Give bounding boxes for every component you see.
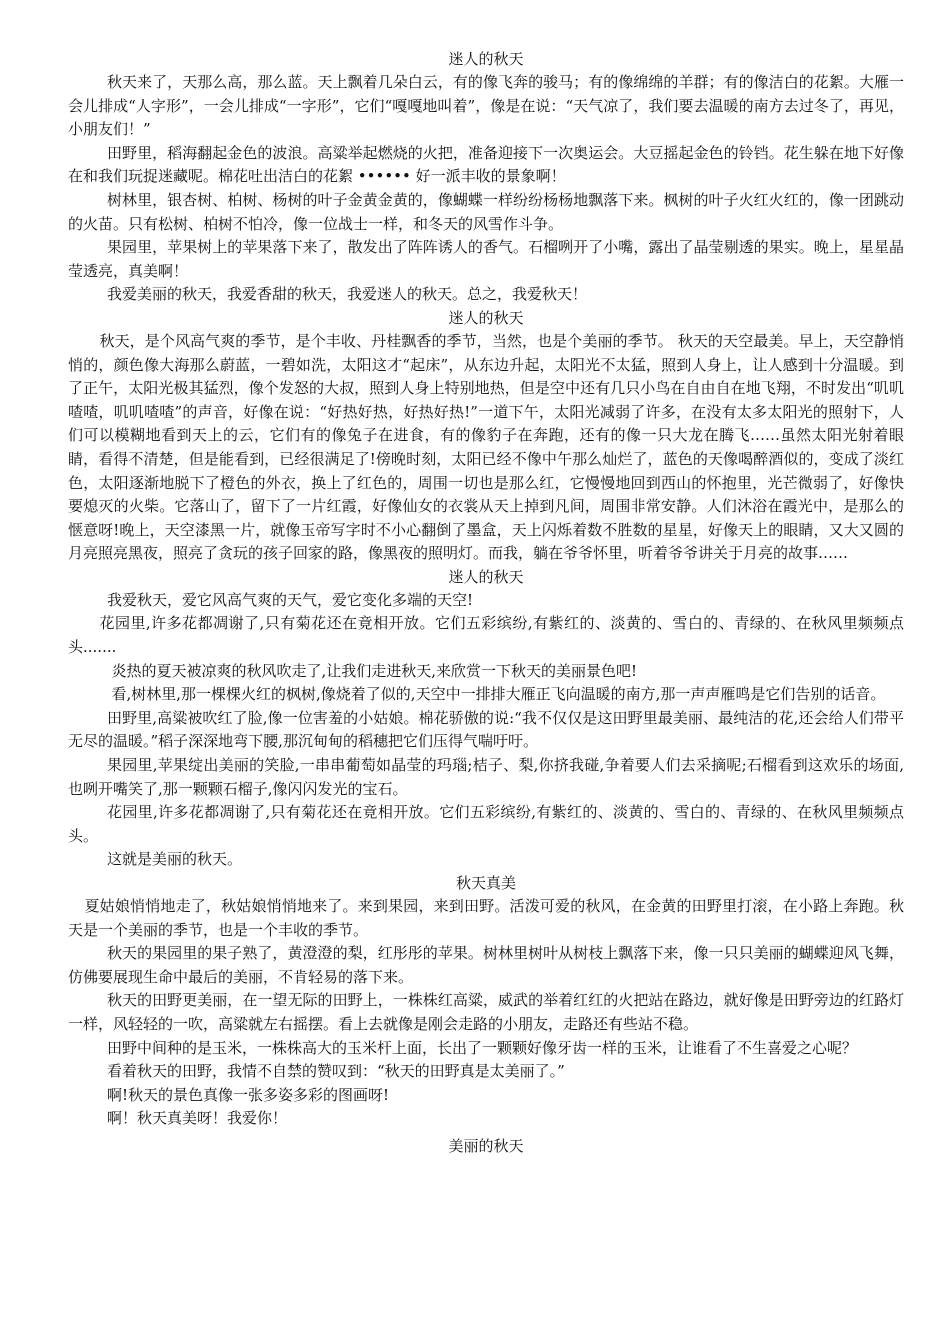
- essay-5: [68, 1135, 904, 1158]
- essay-1: [68, 48, 904, 307]
- essay-title: 迷人的秋天: [448, 567, 524, 586]
- essay-title: 美丽的秋天: [448, 1136, 524, 1155]
- essay-title: 秋天真美: [455, 874, 516, 892]
- paragraph: 果园里,苹果绽出美丽的笑脸,一串串葡萄如晶莹的玛瑙;桔子、梨,你挤我碰,争着要人们去采摘呢;石榴看到这欢乐的场面,也咧开嘴笑了,那一颗颗石榴子,像闪闪发光的宝石。: [68, 756, 904, 798]
- paragraph: 看,树林里,那一棵棵火红的枫树,像烧着了似的,天空中一排排大雁正飞向温暖的南方,那一声声雁鸣是它们告别的话音。: [111, 685, 886, 704]
- paragraph: 秋天来了，天那么高，那么蓝。天上飘着几朵白云，有的像飞奔的骏马；有的像绵绵的羊群；有的像洁白的花絮。大雁一会儿排成“人字形”，一会儿排成“一字形”，它们“嘎嘎地叫着”，像是在说：“天气凉了，我们要去温暖的南方去过冬了，再见，小朋友们！”: [68, 73, 904, 139]
- paragraph: 树林里，银杏树、柏树、杨树的叶子金黄金黄的，像蝴蝶一样纷纷杨杨地飘落下来。枫树的叶子火红火红的，像一团跳动的火苗。只有松树、柏树不怕冷，像一位战士一样，和冬天的风雪作斗争。: [68, 190, 904, 233]
- paragraph: 秋天的田野更美丽，在一望无际的田野上，一株株红高粱，威武的举着红红的火把站在路边，就好像是田野旁边的红路灯一样，风轻轻的一吹，高粱就左右摇摆。看上去就像是刚会走路的小朋友，走路还有些站不稳。: [68, 991, 904, 1033]
- essay-2: [68, 307, 904, 566]
- paragraph: 这就是美丽的秋天。: [107, 850, 243, 869]
- document-page: [68, 48, 904, 1158]
- essay-title: 迷人的秋天: [448, 50, 524, 68]
- paragraph: 看着秋天的田野，我情不自禁的赞叹到：“秋天的田野真是太美丽了。”: [107, 1062, 565, 1081]
- paragraph: 果园里，苹果树上的苹果落下来了，散发出了阵阵诱人的香气。石榴咧开了小嘴，露出了晶莹剔透的果实。晚上，星星晶莹透亮，真美啊！: [68, 238, 904, 280]
- paragraph: 啊！秋天真美呀！我爱你！: [107, 1109, 288, 1128]
- paragraph: 炎热的夏天被凉爽的秋风吹走了,让我们走进秋天,来欣赏一下秋天的美丽景色吧!: [111, 661, 638, 680]
- paragraph: 花园里,许多花都凋谢了,只有菊花还在竟相开放。它们五彩缤纷,有紫红的、淡黄的、雪白的、青绿的、在秋风里频频点头.......: [68, 614, 904, 657]
- paragraph: 田野里,高粱被吹红了脸,像一位害羞的小姑娘。棉花骄傲的说:“我不仅仅是这田野里最美丽、最纯洁的花,还会给人们带平无尽的温暖。”稻子深深地弯下腰,那沉甸甸的稻穗把它们压得气喘吁吁。: [68, 708, 904, 751]
- paragraph: 秋天的果园里的果子熟了，黄澄澄的梨，红彤彤的苹果。树林里树叶从树枝上飘落下来，像一只只美丽的蝴蝶迎风飞舞，仿佛要展现生命中最后的美丽，不肯轻易的落下来。: [68, 944, 904, 986]
- paragraph: 田野里，稻海翻起金色的波浪。高粱举起燃烧的火把，准备迎接下一次奥运会。大豆摇起金色的铃铛。花生躲在地下好像在和我们玩捉迷藏呢。棉花吐出洁白的花絮 •••••• 好一派丰收的景象啊！: [68, 143, 904, 186]
- paragraph: 秋天，是个风高气爽的季节，是个丰收、丹桂飘香的季节，当然，也是个美丽的季节。 秋天的天空最美。早上，天空静悄悄的，颜色像大海那么蔚蓝，一碧如洗，太阳这才“起床”，从东边升起，太阳光不太猛，照到人身上，让人感到十分温暖。到了正午，太阳光极其猛烈，像个发怒的大叔，照到人身上特别地热，但是空中还有几只小鸟在自由自在地飞翔，不时发出“叽叽喳喳，叽叽喳喳”的声音，好像在说：“好热好热，好热好热!”一道下午，太阳光减弱了许多，在没有太多太阳光的照射下，人们可以模糊地看到天上的云，它们有的像兔子在进食，有的像豹子在奔跑，还有的像一只大龙在腾飞……虽然太阳光射着眼睛，看得不清楚，但是能看到，已经很满足了!傍晚时刻，太阳已经不像中午那么灿烂了，蓝色的天像喝醉酒似的，变成了淡红色，太阳逐渐地脱下了橙色的外衣，换上了红色的，周围一切也是那么红，它慢慢地回到西山的怀抱里，光芒微弱了，好像快要熄灭的火柴。它落山了，留下了一片红霞，好像仙女的衣裳从天上掉到凡间，周围非常安静。人们沐浴在霞光中，是那么的惬意呀!晚上，天空漆黑一片，就像玉帝写字时不小心翻倒了墨盒，天上闪烁着数不胜数的星星，好像天上的眼睛，又大又圆的月亮照亮黑夜，照亮了贪玩的孩子回家的路，像黑夜的照明灯。而我，躺在爷爷怀里，听着爷爷讲关于月亮的故事……: [68, 331, 904, 563]
- essay-4: [68, 872, 904, 1131]
- essay-3: [68, 566, 904, 872]
- paragraph: 夏姑娘悄悄地走了，秋姑娘悄悄地来了。来到果园，来到田野。活泼可爱的秋风，在金黄的田野里打滚，在小路上奔跑。秋天是一个美丽的季节，也是一个丰收的季节。: [68, 897, 904, 939]
- paragraph: 我爱美丽的秋天，我爱香甜的秋天，我爱迷人的秋天。总之，我爱秋天！: [107, 285, 588, 304]
- paragraph: 花园里,许多花都凋谢了,只有菊花还在竟相开放。它们五彩缤纷,有紫红的、淡黄的、雪白的、青绿的、在秋风里频频点头。: [68, 803, 904, 845]
- paragraph: 我爱秋天，爱它风高气爽的天气，爱它变化多端的天空!: [107, 590, 474, 609]
- essay-title: 迷人的秋天: [448, 308, 524, 327]
- paragraph: 田野中间种的是玉米，一株株高大的玉米杆上面，长出了一颗颗好像牙齿一样的玉米，让谁看了不生喜爱之心呢？: [107, 1038, 858, 1057]
- paragraph: 啊!秋天的景色真像一张多姿多彩的图画呀!: [107, 1085, 390, 1104]
